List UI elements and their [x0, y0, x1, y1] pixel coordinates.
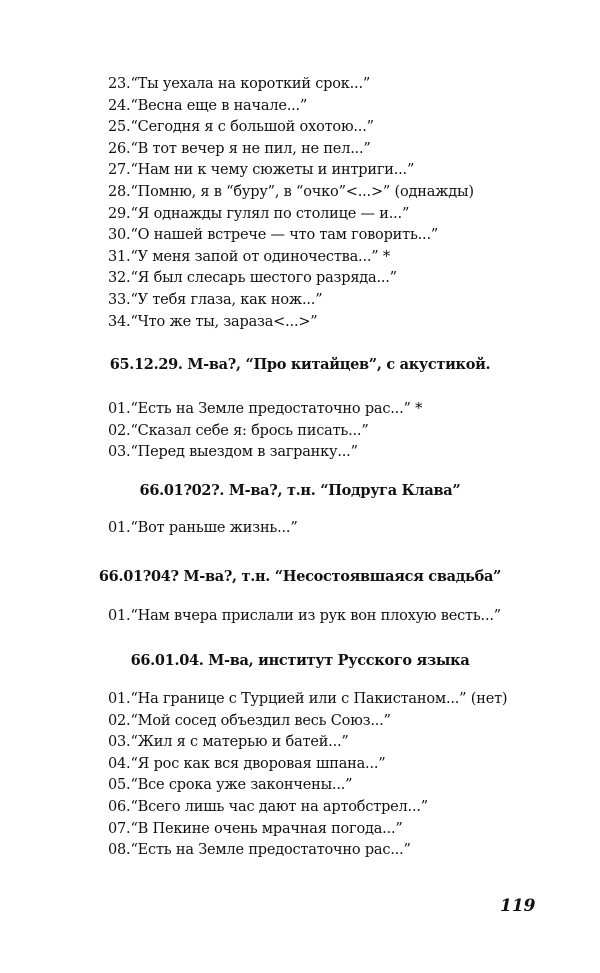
list-item: 02.“Сказал себе я: брось писать...” [108, 422, 369, 439]
song-list [108, 689, 548, 862]
list-item: 29.“Я однажды гулял по столице — и...” [108, 205, 410, 222]
list-item: 04.“Я рос как вся дворовая шпана...” [108, 755, 386, 772]
list-item: 01.“На границе с Турцией или с Пакистаном...” (нет) [108, 691, 508, 707]
page-number: 119 [500, 896, 536, 916]
list-item: 02.“Мой сосед объездил весь Союз...” [108, 712, 391, 729]
list-item: 07.“В Пекине очень мрачная погода...” [108, 820, 403, 837]
list-item: 08.“Есть на Земле предостаточно рас...” [108, 842, 411, 859]
list-item: 25.“Сегодня я с большой охотою...” [108, 119, 374, 136]
list-item: 05.“Все срока уже закончены...” [108, 777, 353, 794]
song-list [108, 399, 548, 464]
list-item: 01.“Вот раньше жизнь...” [108, 520, 298, 536]
list-item: 28.“Помню, я в “буру”, в “очко”<...>” (однажды) [108, 183, 474, 200]
list-item: 31.“У меня запой от одиночества...” * [108, 248, 390, 265]
list-item: 01.“Есть на Земле предостаточно рас...” * [108, 401, 423, 417]
list-item: 30.“О нашей встрече — что там говорить...” [108, 227, 439, 244]
list-item: 03.“Жил я с матерью и батей...” [108, 734, 349, 751]
section-heading: 65.12.29. М-ва?, “Про китайцев”, с акустикой. [109, 356, 491, 373]
list-item: 26.“В тот вечер я не пил, не пел...” [108, 140, 371, 157]
section-heading: 66.01?02?. М-ва?, т.н. “Подруга Клава” [139, 482, 461, 499]
section-heading: 66.01.04. М-ва, институт Русского языка [130, 652, 470, 669]
section-heading: 66.01?04? М-ва?, т.н. “Несостоявшаяся свадьба” [98, 568, 502, 585]
list-item: 33.“У тебя глаза, как нож...” [108, 291, 323, 308]
song-list-continued [108, 74, 548, 333]
song-list [108, 606, 548, 628]
song-list [108, 518, 548, 540]
list-item: 01.“Нам вчера прислали из рук вон плохую весть...” [108, 608, 501, 624]
list-item: 06.“Всего лишь час дают на артобстрел...” [108, 798, 428, 815]
list-item: 27.“Нам ни к чему сюжеты и интриги...” [108, 162, 415, 179]
list-item: 23.“Ты уехала на короткий срок...” [108, 76, 371, 92]
list-item: 32.“Я был слесарь шестого разряда...” [108, 270, 397, 287]
list-item: 24.“Весна еще в начале...” [108, 97, 308, 114]
list-item: 03.“Перед выездом в загранку...” [108, 444, 358, 461]
list-item: 34.“Что же ты, зараза<...>” [108, 313, 318, 330]
